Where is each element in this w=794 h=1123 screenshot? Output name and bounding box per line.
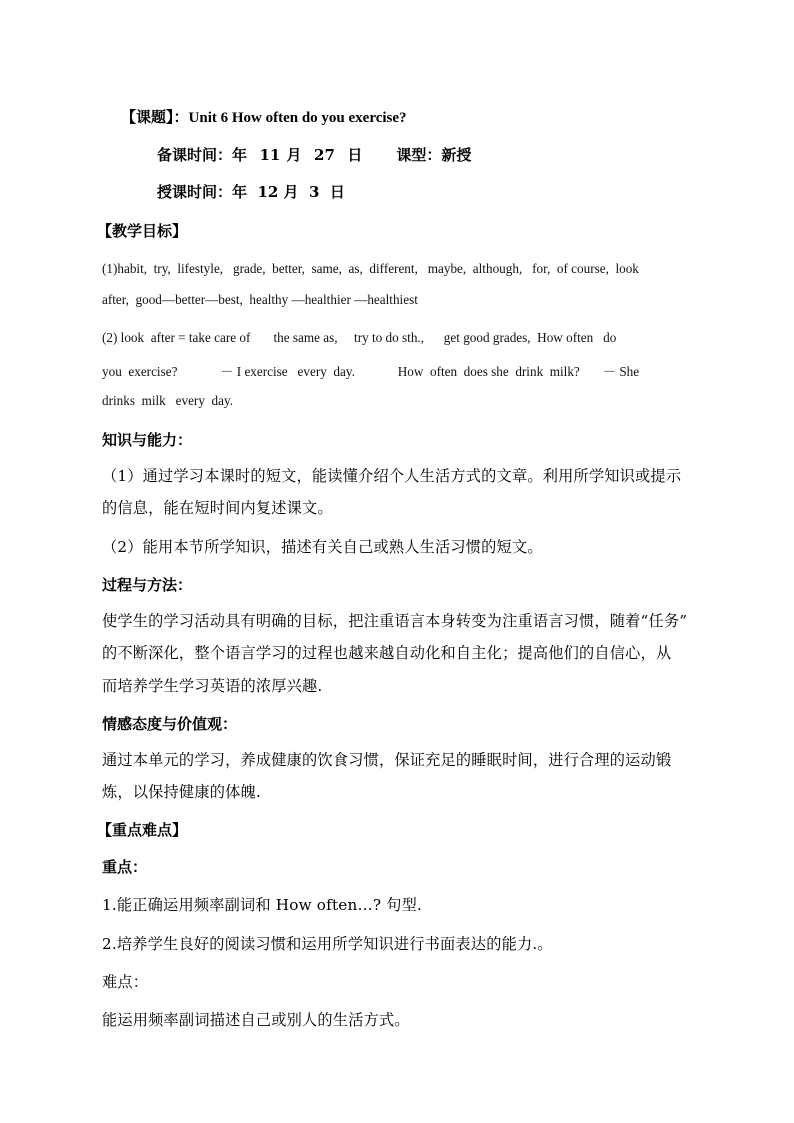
knowledge-item-1-line-2: 的信息，能在短时间内复述课文。: [102, 499, 333, 517]
prep-label: 备课时间：: [157, 146, 233, 164]
topic-value: Unit 6 How often do you exercise?: [188, 110, 407, 126]
process-line-3: 而培养学生学习英语的浓厚兴趣.: [102, 677, 323, 695]
type-label: 课型：: [396, 146, 442, 164]
prep-value: 年 11 月 27 日: [232, 146, 363, 164]
prep-time-row: [157, 144, 471, 165]
key-points-heading: 【重点难点】: [97, 821, 188, 839]
emotion-line-2: 炼，以保持健康的体魄.: [102, 783, 261, 801]
teach-time-row: [157, 181, 345, 202]
type-value: 新授: [441, 146, 472, 164]
topic-label: 【课题】：: [121, 108, 189, 126]
phrase-line-1: (2) look after = take care of the same as, try to do sth., get good grades, How often do: [102, 330, 617, 345]
emotion-heading: 情感态度与价值观：: [102, 715, 238, 733]
knowledge-item-1-line-1: （1）通过学习本课时的短文，能读懂介绍个人生活方式的文章。利用所学知识或提示: [102, 467, 682, 485]
phrase-line-3: drinks milk every day.: [102, 393, 233, 408]
process-line-2: 的不断深化，整个语言学习的过程也越来越自动化和自主化；提高他们的自信心，从: [102, 644, 672, 662]
vocab-line-1: (1)habit, try, lifestyle, grade, better, same, as, different, maybe, although, for, of course, look: [102, 261, 639, 276]
vocab-line-2: after, good—better—best, healthy —healthier —healthiest: [102, 292, 418, 307]
process-line-1: 使学生的学习活动具有明确的目标，把注重语言本身转变为注重语言习惯，随着“任务”: [102, 612, 688, 630]
knowledge-item-2: （2）能用本节所学知识，描述有关自己或熟人生活习惯的短文。: [102, 538, 543, 556]
teach-label: 授课时间：: [157, 183, 233, 201]
teach-value: 年 12 月 3 日: [232, 183, 345, 201]
lesson-topic: [121, 106, 407, 127]
phrase-line-2: you exercise? － I exercise every day. How often does she drink milk? － She: [102, 364, 640, 379]
objectives-heading: 【教学目标】: [97, 222, 188, 240]
emotion-line-1: 通过本单元的学习，养成健康的饮食习惯，保证充足的睡眠时间，进行合理的运动锻: [102, 751, 672, 769]
knowledge-heading: 知识与能力：: [102, 431, 193, 449]
process-heading: 过程与方法：: [102, 576, 193, 594]
focus-item-2: 2.培养学生良好的阅读习惯和运用所学知识进行书面表达的能力.。: [102, 935, 553, 953]
focus-item-1: 1.能正确运用频率副词和 How often…? 句型.: [102, 896, 423, 914]
difficulty-item-1: 能运用频率副词描述自己或别人的生活方式。: [102, 1011, 410, 1029]
difficulty-heading: 难点：: [102, 973, 149, 991]
focus-heading: 重点：: [102, 858, 148, 876]
